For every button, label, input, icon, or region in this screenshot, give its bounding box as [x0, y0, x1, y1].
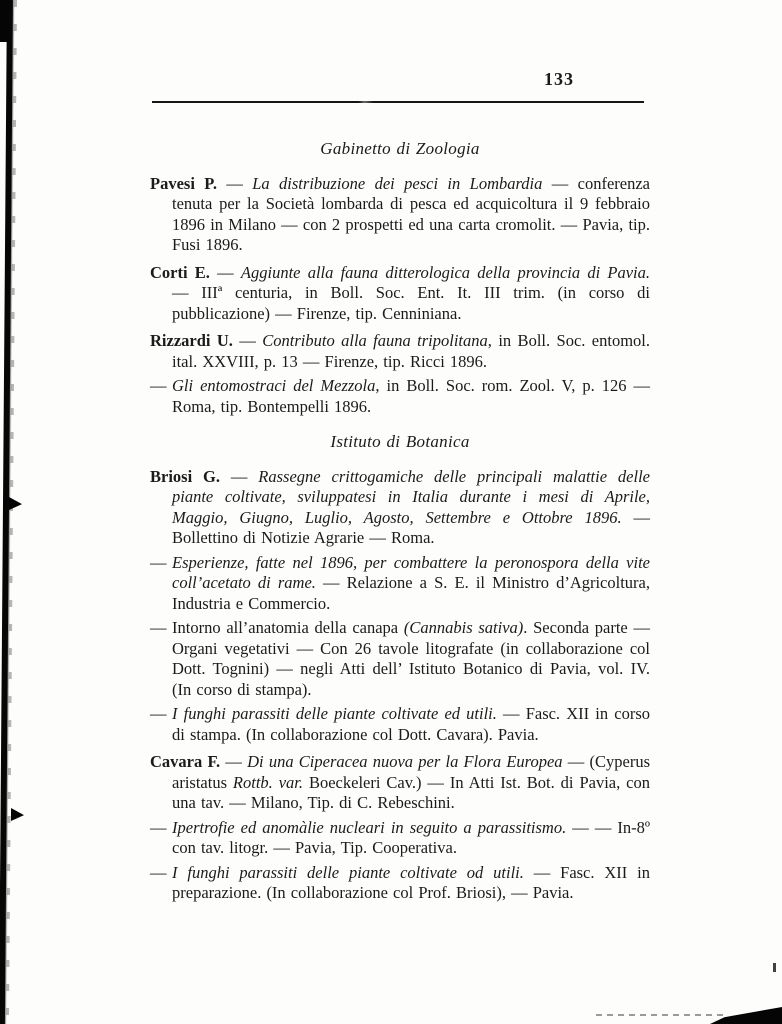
- bibliography-entry: [150, 752, 650, 814]
- entry-text: , in Boll. Soc. rom. Zool. V, p. 126 — Roma, tip. Bontempelli 1896.: [172, 376, 650, 416]
- scan-top-left-mark: [0, 0, 9, 42]
- author-name: Cavara F.: [150, 752, 221, 771]
- work-title-text: Contributo alla fauna tripolitana: [262, 331, 488, 350]
- repeat-author-dash: —: [150, 817, 167, 837]
- header-rule: [152, 101, 644, 103]
- bibliography-entry: [150, 263, 650, 325]
- work-title-text: Esperienze, fatte nel 1896, per combattere la peronospora della vite coll’acetato di rame.: [172, 552, 650, 592]
- work-title-text: I funghi parassiti delle piante coltivate ed utili.: [172, 704, 497, 723]
- entry-text: — (Cyperus aristatus: [172, 752, 650, 792]
- bibliography-entry: [150, 818, 650, 859]
- author-name: Corti E.: [150, 262, 210, 282]
- author-name: Briosi G.: [150, 466, 221, 486]
- work-title-text: La distribuzione dei pesci in Lombardia: [252, 173, 543, 193]
- entry-text: —: [209, 262, 241, 282]
- repeat-author-dash: —: [150, 376, 167, 395]
- repeat-author-dash: —: [150, 704, 167, 723]
- work-title-text: I funghi parassiti delle piante coltivate od utili.: [172, 862, 524, 882]
- entry-text: Boeckeleri Cav.) — In Atti Ist. Bot. di Pavia, con una tav. — Milano, Tip. di C. Rebeschini.: [172, 772, 650, 812]
- page-number: 133: [544, 69, 574, 89]
- entry-text: , in Boll. Soc. entomol. ital. XXVIII, p. 13 — Firenze, tip. Ricci 1896.: [172, 331, 651, 371]
- work-title-text: Rassegne crittogamiche delle principali malattie delle piante coltivate, sviluppatesi in Italia durante i mesi di Aprile, Maggio, Giugno, Luglio, Agosto, Settembre e Ottobre 1896.: [172, 466, 650, 527]
- entry-text: — — In-8º con tav. litogr. — Pavia, Tip. Cooperativa.: [172, 817, 650, 857]
- bibliography-entry: [150, 863, 650, 904]
- scan-bottom-dotted-line: [596, 1014, 726, 1016]
- bibliography-entry: [150, 174, 650, 256]
- bibliography-entry: [150, 553, 650, 615]
- author-name: Rizzardi U.: [150, 331, 233, 350]
- entry-text: —: [216, 173, 253, 193]
- work-title-text: Aggiunte alla fauna ditterologica della provincia di Pavia.: [240, 262, 651, 282]
- scan-edge-mark: [11, 808, 24, 821]
- work-title-text: Rottb. var.: [232, 772, 304, 792]
- author-name: Pavesi P.: [150, 173, 217, 193]
- entry-text: — IIIª centuria, in Boll. Soc. Ent. It. III trim. (in corso di pubblicazione) — Firenze, tip. Cenniniana.: [172, 283, 650, 323]
- entry-text: Intorno all’anatomia della canapa: [172, 618, 404, 637]
- entry-text: . Seconda parte — Organi vegetativi — Con 26 tavole litografate (in collaborazione col Dott. Tognini) — negli Atti dell’ Istituto Botanico di Pavia, vol. IV. (In corso di stampa).: [172, 618, 650, 699]
- work-title-text: (Cannabis sativa): [403, 618, 524, 637]
- entry-text: —: [220, 466, 259, 486]
- entry-text: —: [220, 752, 248, 771]
- bibliography-entry: [150, 467, 650, 549]
- bibliography-section: [150, 139, 650, 417]
- section-heading: Gabinetto di Zoologia: [320, 139, 480, 158]
- repeat-author-dash: —: [150, 862, 167, 882]
- scan-edge-mark: [9, 497, 22, 510]
- entry-text: — conferenza tenuta per la Società lombarda di pesca ed acquicoltura il 9 febbraio 1896 in Milano — con 2 prospetti ed una carta cromolit. — Pavia, tip. Fusi 1896.: [172, 173, 651, 254]
- bibliography-entry: [150, 331, 650, 372]
- bibliography-section: [150, 432, 650, 904]
- entry-text: — Bollettino di Notizie Agrarie — Roma.: [172, 507, 650, 547]
- bibliography-entry: [150, 376, 650, 417]
- repeat-author-dash: —: [150, 618, 167, 637]
- scan-speck: [773, 963, 776, 972]
- entry-text: — Fasc. XII in preparazione. (In collaborazione col Prof. Briosi), — Pavia.: [172, 862, 650, 902]
- repeat-author-dash: —: [150, 552, 167, 572]
- bibliography: [150, 139, 650, 908]
- work-title-text: Ipertrofie ed anomàlie nucleari in seguito a parassitismo.: [172, 817, 567, 837]
- bibliography-entry: [150, 618, 650, 700]
- section-heading: Istituto di Botanica: [330, 432, 470, 451]
- entry-text: — Relazione a S. E. il Ministro d’Agricoltura, Industria e Commercio.: [172, 573, 650, 613]
- work-title-text: Gli entomostraci del Mezzola: [172, 376, 376, 395]
- entry-text: —: [232, 331, 263, 350]
- entry-text: — Fasc. XII in corso di stampa. (In collaborazione col Dott. Cavara). Pavia.: [172, 704, 650, 744]
- bibliography-entry: [150, 704, 650, 745]
- work-title-text: Di una Ciperacea nuova per la Flora Europea: [247, 752, 563, 771]
